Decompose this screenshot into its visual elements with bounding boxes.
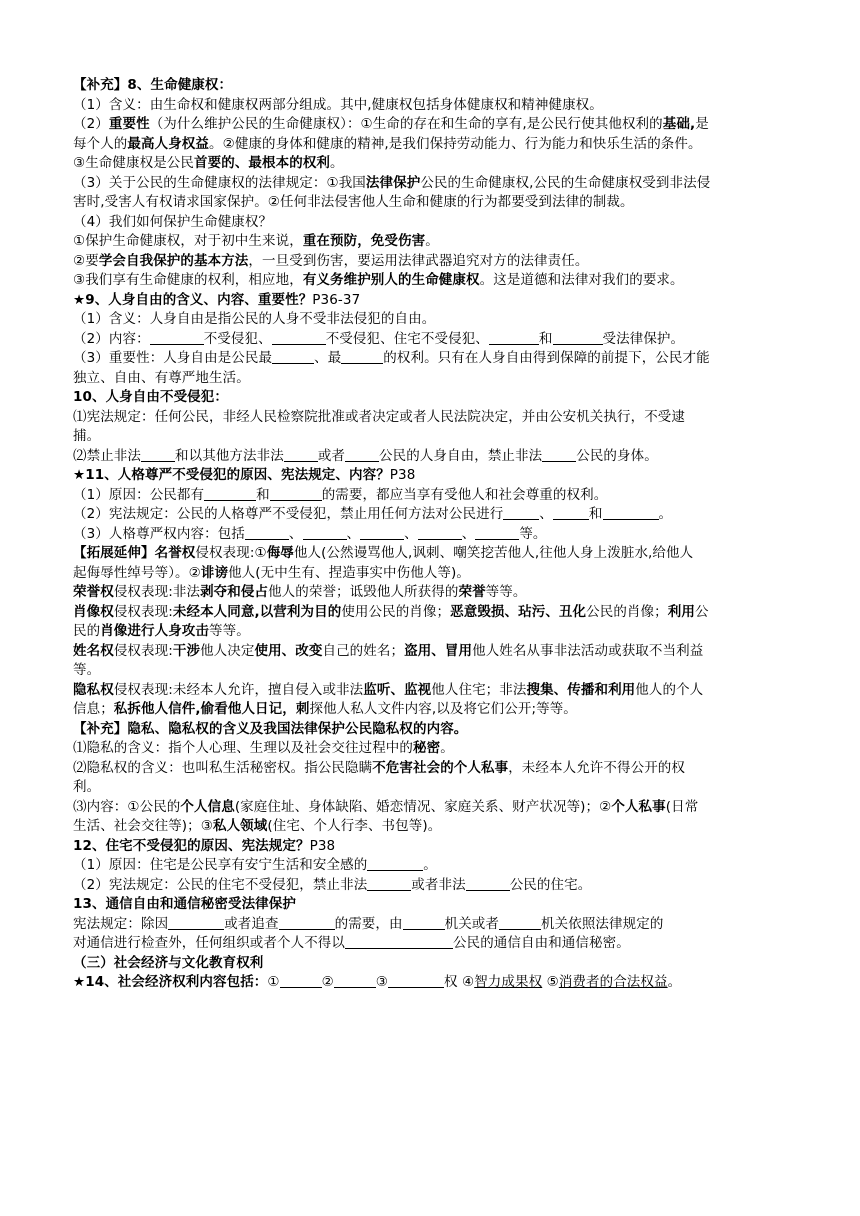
text-line: ③生命健康权是公民首要的、最根本的权利。 [73,155,344,171]
blank-line [466,877,510,891]
blank-line [499,916,541,930]
section-10-heading: 10、人身自由不受侵犯： [73,389,228,405]
blank-line [168,916,224,930]
text-line: ⑴宪法规定：任何公民，非经人民检察院批准或者决定或者人民法院决定，并由公安机关执行，不受逮 [73,408,685,425]
text-line: 对通信进行检查外，任何组织或者个人不得以 公民的通信自由和通信秘密。 [73,935,630,951]
text-line: （3）人格尊严权内容：包括 、 、 、 、 等。 [73,525,547,542]
blank-line [272,350,314,364]
text-line: 等。 [73,662,101,678]
blank-line [503,506,539,520]
text-line: 起侮辱性绰号等）。②诽谤他人(无中生有、捏造事实中伤他人等)。 [73,564,470,581]
text-line: （4）我们如何保护生命健康权？ [73,213,273,230]
blank-line [603,506,659,520]
blank-line [303,526,347,540]
text-line: 生活、社会交往等)；③私人领域(住宅、个人行李、书包等)。 [73,818,442,834]
text-line: 肖像权侵权表现:未经本人同意,以营利为目的使用公民的肖像；恶意毁损、玷污、丑化公民的肖像；利用公 [73,603,709,620]
part-3-heading: （三）社会经济与文化教育权利 [73,954,264,971]
blank-line [367,877,411,891]
blank-line [272,331,326,345]
text-line: 【拓展延伸】名誉权侵权表现:①侮辱他人(公然谩骂他人,讽刺、嘲笑挖苦他人,往他人身上泼脏水,给他人 [73,545,694,561]
blank-line [345,448,379,462]
section-8-heading: 【补充】8、生命健康权： [73,77,233,93]
text-line: （2）内容： 不受侵犯、 不受侵犯、住宅不受侵犯、 和 受法律保护。 [73,330,685,347]
blank-line [280,974,322,988]
blank-line [388,974,444,988]
text-line: 姓名权侵权表现:干涉他人决定使用、改变自己的姓名；盗用、冒用他人姓名从事非法活动或获取不当利益 [73,642,704,659]
section-12-heading: 12、住宅不受侵犯的原因、宪法规定？P38 [73,837,336,854]
text-line: 民的肖像进行人身攻击等等。 [73,623,250,639]
blank-line [542,448,576,462]
section-13-heading: 13、通信自由和通信秘密受法律保护 [73,896,296,912]
text-line: （3）重要性：人身自由是公民最 、最 的权利。只有在人身自由得到保障的前提下，公民才能 [73,350,710,366]
privacy-heading: 【补充】隐私、隐私权的含义及我国法律保护公民隐私权的内容。 [73,720,468,737]
blank-line [553,506,589,520]
blank-line [270,487,322,501]
text-line: ⑵禁止非法 和以其他方法非法 或者 公民的人身自由，禁止非法 公民的身体。 [73,447,658,464]
text-line: （1）含义：人身自由是指公民的人身不受非法侵犯的自由。 [73,311,436,327]
text-line: 利。 [73,779,101,795]
text-line: ③我们享有生命健康的权利，相应地，有义务维护别人的生命健康权。这是道德和法律对我们的要求。 [73,272,684,288]
text-line: （2）宪法规定：公民的人格尊严不受侵犯，禁止用任何方法对公民进行 、 和 。 [73,506,673,522]
text-line: 信息；私拆他人信件,偷看他人日记，刺探他人私人文件内容,以及将它们公开;等等。 [73,701,577,717]
text-line: （1）原因：住宅是公民享有安宁生活和安全感的 。 [73,857,437,873]
blank-line [360,526,404,540]
blank-line [553,331,603,345]
blank-line [284,448,318,462]
text-line: 隐私权侵权表现:未经本人允许，擅自侵入或非法监听、监视他人住宅；非法搜集、传播和利用他人的个人 [73,681,704,698]
text-line: （1）原因：公民都有 和 的需要，都应当享有受他人和社会尊重的权利。 [73,486,608,503]
text-line: 宪法规定：除因 或者追查 的需要，由 机关或者 机关依照法律规定的 [73,915,664,932]
text-line: 害时,受害人有权请求国家保护。②任何非法侵害他人生命和健康的行为都要受到法律的制裁。 [73,194,634,210]
blank-line [150,331,204,345]
blank-line [403,916,445,930]
text-line: （3）关于公民的生命健康权的法律规定：①我国法律保护公民的生命健康权,公民的生命健康权受到非法侵 [73,174,711,191]
blank-line [204,487,256,501]
text-line: （2）宪法规定：公民的住宅不受侵犯，禁止非法 或者非法 公民的住宅。 [73,876,592,893]
blank-line [279,916,335,930]
blank-line [141,448,175,462]
document-page [73,76,793,993]
text-line: （1）含义：由生命权和健康权两部分组成。其中,健康权包括身体健康权和精神健康权。 [73,96,603,113]
text-line: ⑵隐私权的含义：也叫私生活秘密权。指公民隐瞒不危害社会的个人私事，未经本人允许不得公开的权 [73,759,686,776]
text-line: 每个人的最高人身权益。②健康的身体和健康的精神,是我们保持劳动能力、行为能力和快乐生活的条件。 [73,135,702,152]
text-line: ①保护生命健康权，对于初中生来说，重在预防，免受伤害。 [73,233,439,249]
blank-line [489,331,539,345]
section-11-heading: ★11、人格尊严不受侵犯的原因、宪法规定、内容？P38 [73,467,416,483]
text-line: 荣誉权侵权表现:非法剥夺和侵占他人的荣誉；诋毁他人所获得的荣誉等等。 [73,584,527,600]
text-line: ⑴隐私的含义：指个人心理、生理以及社会交往过程中的秘密。 [73,740,454,756]
blank-line [345,935,453,949]
blank-line [334,974,376,988]
text-line: 独立、自由、有尊严地生活。 [73,369,250,386]
blank-line [418,526,462,540]
section-9-heading: ★9、人身自由的含义、内容、重要性？P36-37 [73,291,361,308]
blank-line [245,526,289,540]
blank-line [341,350,383,364]
blank-line [475,526,519,540]
text-line: ⑶内容：①公民的个人信息(家庭住址、身体缺陷、婚恋情况、家庭关系、财产状况等)；②个人私事(日常 [73,798,699,815]
text-line: 捕。 [73,428,101,444]
blank-line [367,857,423,871]
section-14-heading: ★14、社会经济权利内容包括：① ② ③ 权 ④智力成果权 ⑤消费者的合法权益。 [73,974,682,990]
text-line: （2）重要性（为什么维护公民的生命健康权）：①生命的存在和生命的享有,是公民行使其他权利的基础,是 [73,116,709,132]
text-line: ②要学会自我保护的基本方法，一旦受到伤害，要运用法律武器追究对方的法律责任。 [73,252,589,269]
